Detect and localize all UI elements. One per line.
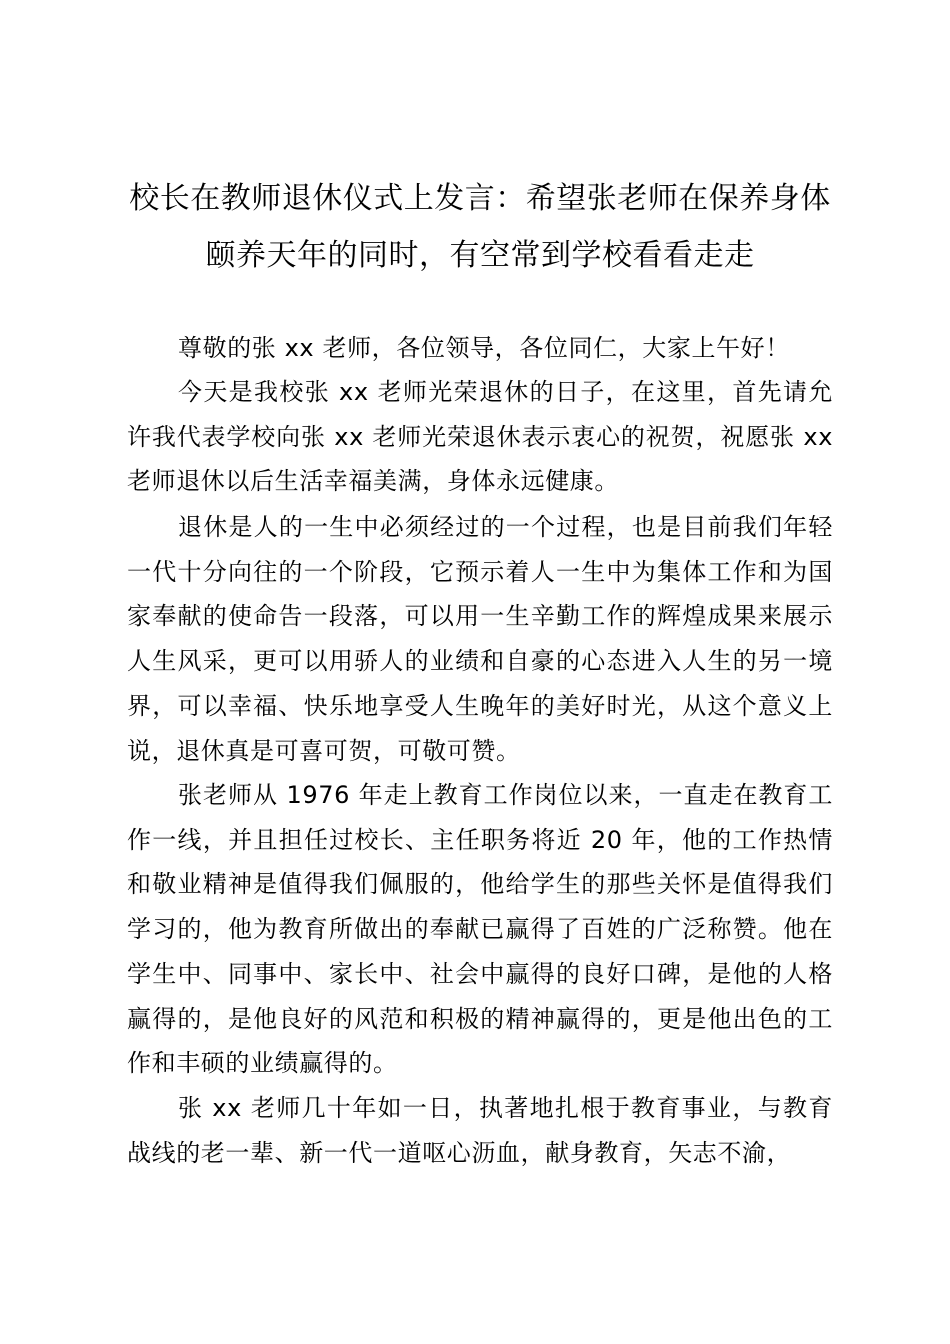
paragraph-congratulation: 今天是我校张 xx 老师光荣退休的日子，在这里，首先请允许我代表学校向张 xx 老师光荣退休表示衷心的祝贺，祝愿张 xx 老师退休以后生活幸福美满，身体永远健康。 [127,378,833,496]
paragraph-retirement-meaning: 退休是人的一生中必须经过的一个过程，也是目前我们年轻一代十分向往的一个阶段，它预示着人一生中为集体工作和为国家奉献的使命告一段落，可以用一生辛勤工作的辉煌成果来展示人生风采，更可以用骄人的业绩和自豪的心态进入人生的另一境界，可以幸福、快乐地享受人生晚年的美好时光，从这个意义上说，退休真是可喜可贺，可敬可赞。 [127,513,833,765]
document-page [127,0,833,1344]
paragraph-dedication: 张 xx 老师几十年如一日，执著地扎根于教育事业，与教育战线的老一辈、新一代一道呕心沥血，献身教育，矢志不渝， [127,1094,833,1167]
document-title: 校长在教师退休仪式上发言：希望张老师在保养身体颐养天年的同时，有空常到学校看看走走 [129,181,831,273]
paragraph-career: 张老师从 1976 年走上教育工作岗位以来，一直走在教育工作一线，并且担任过校长、主任职务将近 20 年，他的工作热情和敬业精神是值得我们佩服的，他给学生的那些关怀是值得我们学习的，他为教育所做出的奉献已赢得了百姓的广泛称赞。他在学生中、同事中、家长中、社会中赢得的良好口碑，是他的人格赢得的，是他良好的风范和积极的精神赢得的，更是他出色的工作和丰硕的业绩赢得的。 [127,781,833,1078]
paragraph-greeting: 尊敬的张 xx 老师，各位领导，各位同仁，大家上午好！ [178,334,790,362]
